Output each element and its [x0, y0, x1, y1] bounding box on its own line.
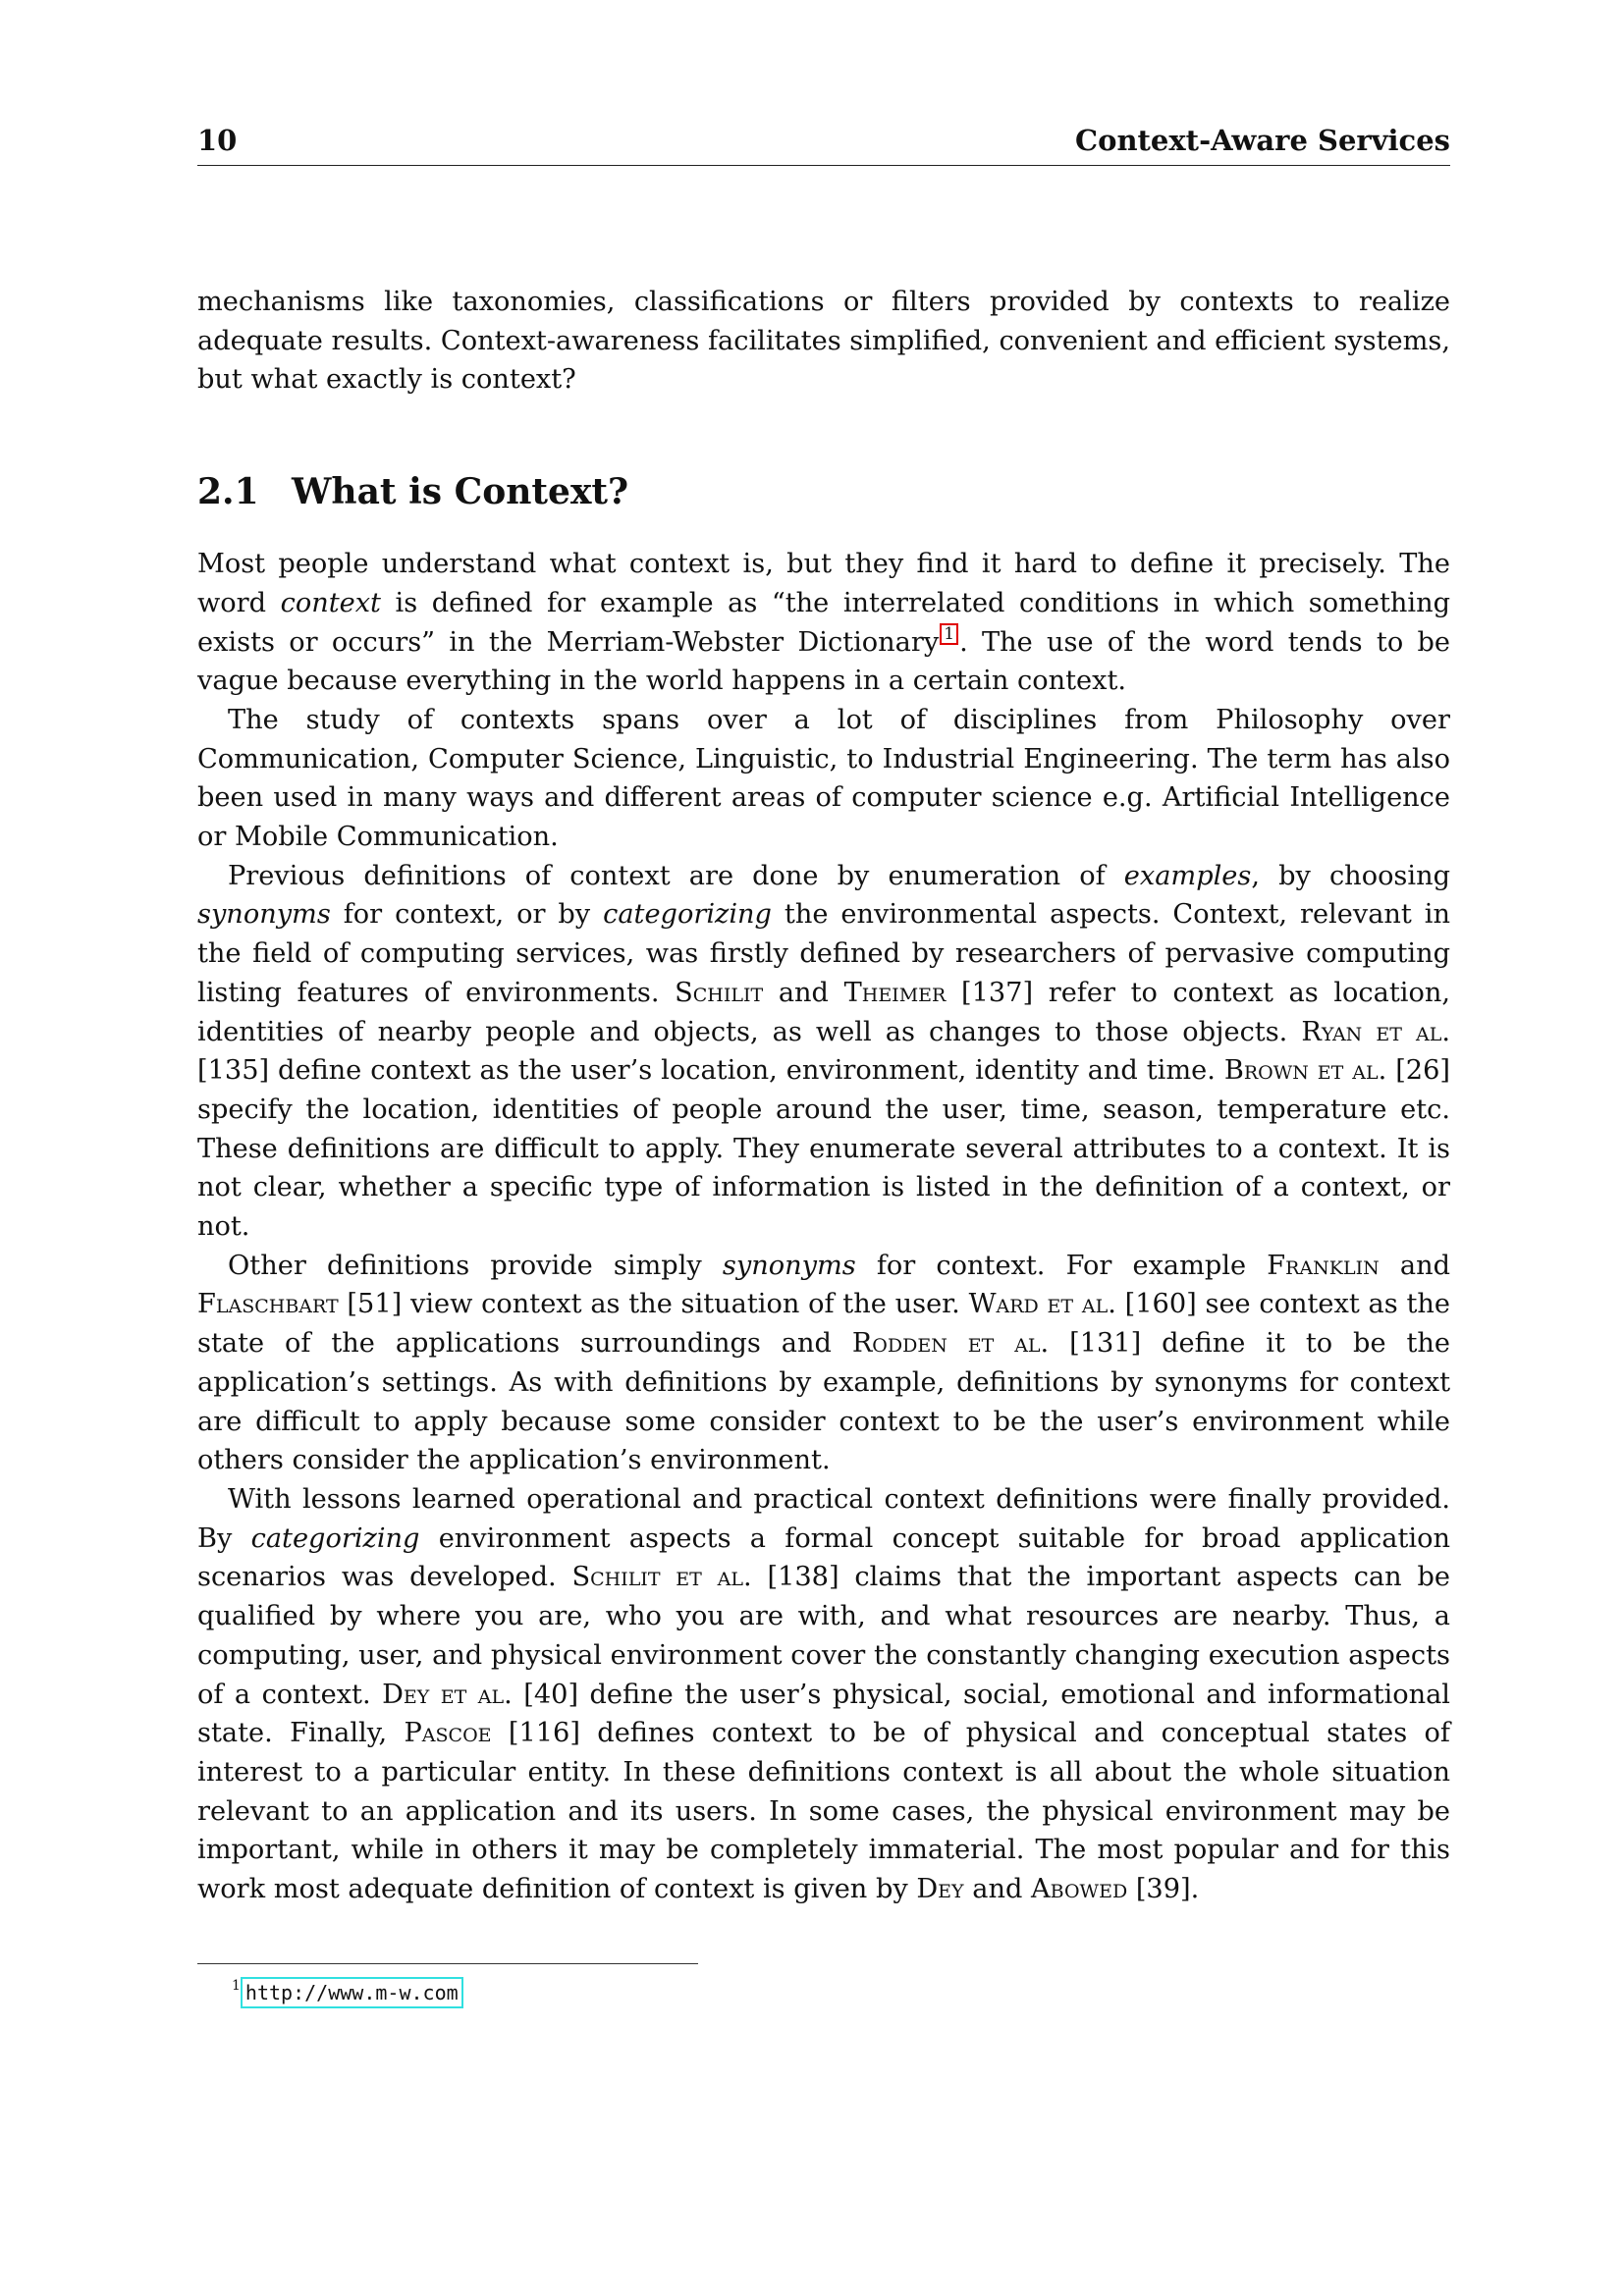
footnote-divider	[197, 1963, 698, 1964]
text-span: [137] refer to context as location, identities of nearby people and objects, as well as changes to those objects.	[197, 977, 1450, 1047]
author-name: Schilit et al.	[571, 1562, 752, 1593]
author-name: Flaschbart	[197, 1289, 339, 1320]
text-span: the environmental aspects. Context, relevant in the field of computing services, was firstly defined by researchers of pervasive computing listing features of environments.	[197, 899, 1450, 1008]
text-span: [39].	[1127, 1874, 1200, 1905]
author-name: Theimer	[843, 977, 947, 1008]
text-span: for context. For example	[855, 1250, 1268, 1281]
author-name: Pascoe	[404, 1718, 492, 1749]
main-text	[197, 283, 1450, 1909]
text-span: . The use of the word tends to be vague because everything in the world happens in a certain context.	[197, 626, 1451, 697]
emphasis: synonyms	[197, 899, 331, 931]
paragraph-2: The study of contexts spans over a lot of disciplines from Philosophy over Communication, Computer Science, Linguistic, to Industrial Engineering. The term has also been used in many ways and different areas of computer science e.g. Artificial Intelligence or Mobile Communication.	[197, 704, 1450, 853]
section-heading	[197, 470, 1450, 513]
text-span: is defined for example as “the interrelated conditions in which something exists or occurs” in the Merriam-Webster Dictionary	[197, 587, 1450, 658]
emphasis: context	[280, 587, 381, 618]
paragraph-4	[197, 1247, 1450, 1480]
text-span: With lessons learned operational and practical context definitions were finally provided. By	[197, 1483, 1450, 1554]
text-span: [116] defines context to be of physical and conceptual states of interest to a particular entity. In these definitions context is all about the whole situation relevant to an application and its users. In some cases, the physical environment may be important, while in others it may be completely immaterial. The most popular and for this work most adequate definition of context is given by	[197, 1718, 1450, 1905]
footnote-url-link[interactable]: http://www.m-w.com	[241, 1977, 463, 2008]
author-name: Dey et al.	[382, 1679, 513, 1710]
text-span: and	[963, 1874, 1032, 1905]
emphasis: categorizing	[603, 899, 772, 931]
text-span: [135] define context as the user’s location, environment, identity and time.	[197, 1055, 1224, 1087]
text-span: Most people understand what context is, but they find it hard to define it precisely. The word	[197, 549, 1450, 618]
author-name: Schilit	[675, 977, 764, 1008]
author-name: Ward et al.	[968, 1289, 1116, 1320]
author-name: Franklin	[1267, 1250, 1380, 1281]
text-span: [51] view context as the situation of the user.	[338, 1289, 969, 1320]
footnote-mark: 1	[232, 1978, 241, 1994]
text-span: Other definitions provide simply	[228, 1250, 723, 1281]
running-title: Context-Aware Services	[1075, 124, 1450, 157]
author-name: Ryan et al.	[1301, 1016, 1450, 1047]
text-span: [26] specify the location, identities of people around the user, time, season, temperature etc. These definitions are difficult to apply. They enumerate several attributes to a context. It is not clear, whether a specific type of information is listed in the definition of a context, or not.	[197, 1055, 1451, 1243]
text-span: [40] define the user’s physical, social, emotional and informational state. Finally,	[197, 1679, 1450, 1749]
intro-paragraph: mechanisms like taxonomies, classifications or filters provided by contexts to realize adequate results. Context-awareness facilitates simplified, convenient and efficient systems, but what exactly is context?	[197, 287, 1450, 396]
section-title: What is Context?	[292, 471, 629, 513]
text-span: Previous definitions of context are done by enumeration of	[228, 860, 1124, 891]
author-name: Rodden et al.	[851, 1328, 1050, 1360]
section-number: 2.1	[197, 471, 259, 513]
text-span: [131] define it to be the application’s settings. As with definitions by example, definitions by synonyms for context are difficult to apply because some consider context to be the user’s environment while others consider the application’s environment.	[197, 1328, 1450, 1476]
paragraph-5	[197, 1480, 1450, 1909]
emphasis: examples	[1123, 860, 1252, 891]
paragraph-1	[197, 545, 1450, 701]
text-span: for context, or by	[330, 899, 604, 931]
footnote	[232, 1971, 463, 2008]
text-span: environment aspects a formal concept suitable for broad application scenarios was developed.	[197, 1522, 1450, 1593]
emphasis: categorizing	[250, 1522, 420, 1554]
text-span: , by choosing	[1251, 860, 1450, 891]
running-header	[197, 124, 1450, 166]
author-name: Abowed	[1031, 1874, 1128, 1905]
footnote-reference-link[interactable]: 1	[940, 623, 958, 645]
text-span: and	[1379, 1250, 1450, 1281]
paragraph-3	[197, 857, 1450, 1247]
text-span: and	[763, 977, 844, 1008]
author-name: Dey	[916, 1874, 964, 1905]
author-name: Brown et al.	[1223, 1055, 1387, 1087]
text-span: [138] claims that the important aspects can be qualified by where you are, who you are with, and what resources are nearby. Thus, a computing, user, and physical environment cover the constantly changing execution aspects of a context.	[197, 1562, 1450, 1710]
emphasis: synonyms	[722, 1250, 856, 1281]
page-number: 10	[197, 124, 238, 157]
text-span: [160] see context as the state of the applications surroundings and	[197, 1289, 1450, 1360]
